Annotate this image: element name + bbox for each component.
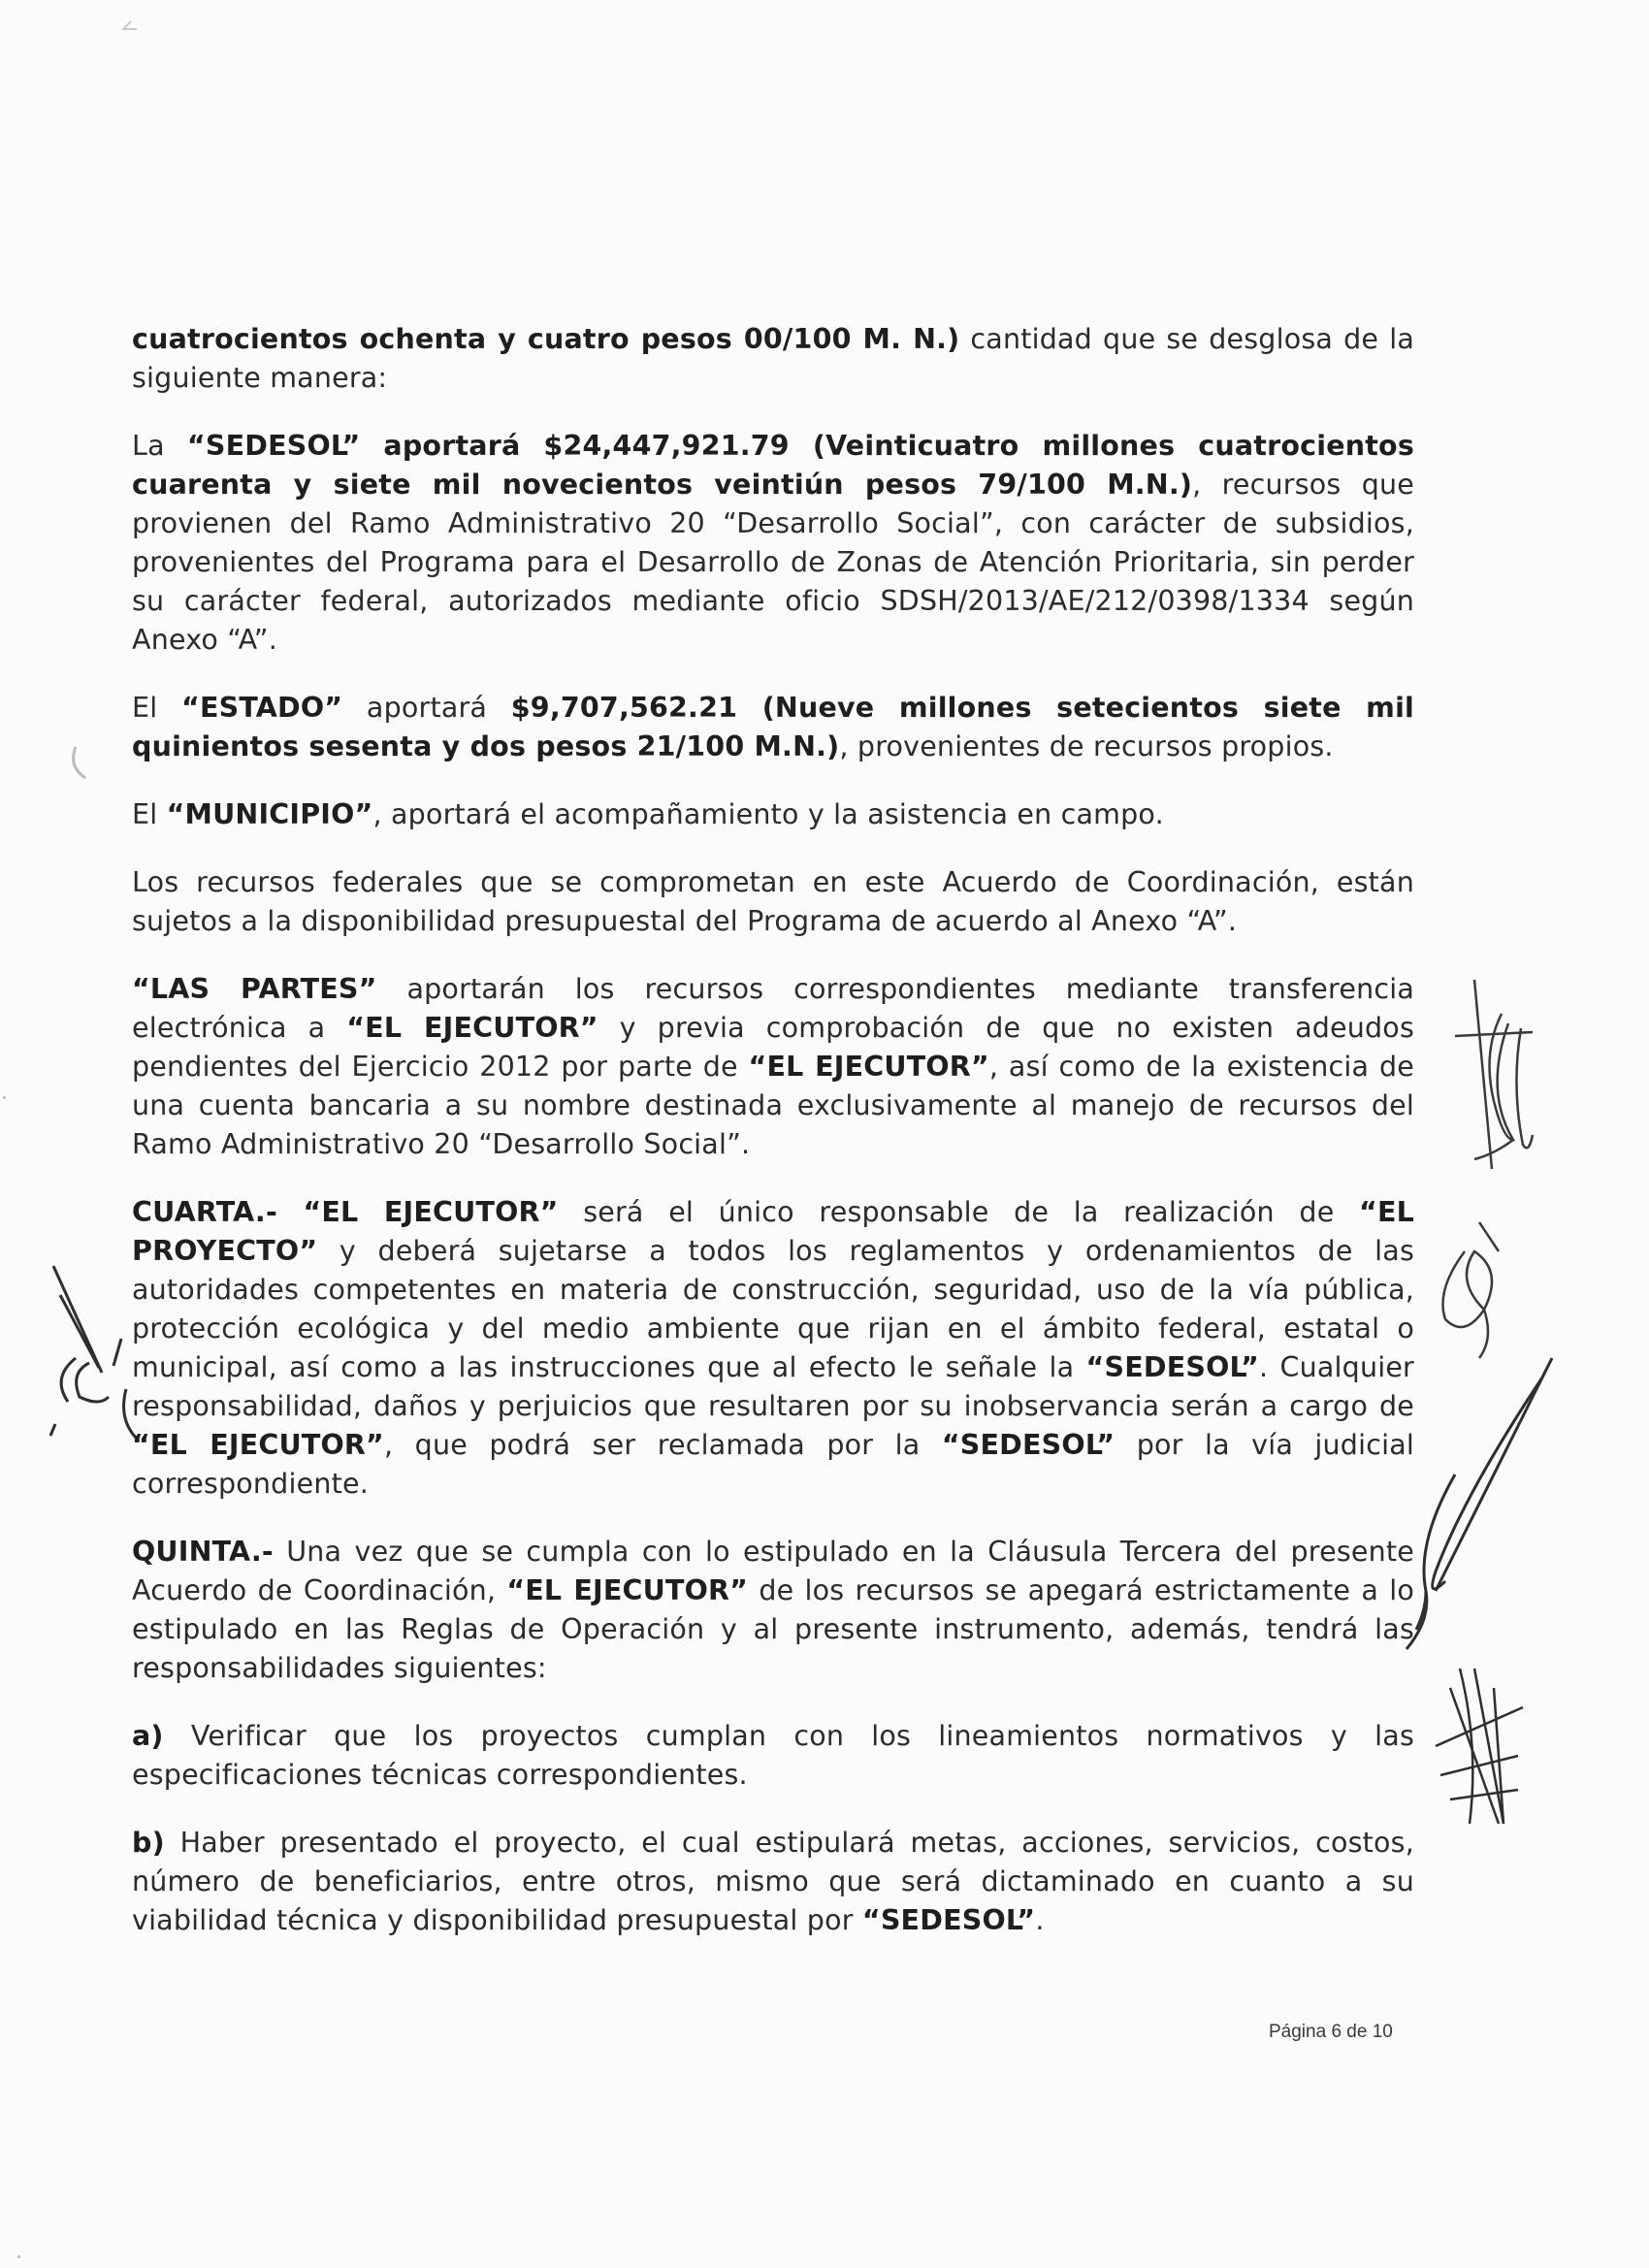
bold-text-segment: CUARTA.- “EL EJECUTOR” — [132, 1196, 559, 1228]
text-segment: , así como de la existencia de una cuenta bancaria a su nombre destinada exclusivamente al manejo de recursos del Ramo Administrativo 20 “Desarrollo Social”. — [132, 1051, 1415, 1160]
paragraph — [132, 427, 1414, 660]
bold-text-segment: “EL EJECUTOR” — [506, 1574, 749, 1606]
signature-2 — [1443, 1222, 1500, 1358]
bold-text-segment: “SEDESOL” — [941, 1429, 1116, 1461]
margin-bracket-mark — [74, 747, 85, 778]
clause-cuarta — [132, 1193, 1414, 1504]
bold-text-segment: “EL EJECUTOR” — [346, 1012, 598, 1044]
signature-4 — [1436, 1669, 1523, 1824]
list-item-b — [132, 1824, 1414, 1940]
bold-text-segment: b) — [132, 1827, 165, 1859]
scan-smudge — [123, 21, 137, 29]
text-segment: El — [132, 692, 182, 724]
document-body — [132, 320, 1414, 1969]
page-number: Página 6 de 10 — [1269, 2022, 1393, 2042]
bold-text-segment: “EL EJECUTOR” — [132, 1429, 384, 1461]
text-segment: por la vía judicial correspondiente. — [132, 1429, 1414, 1500]
text-segment: , provenientes de recursos propios. — [839, 730, 1334, 762]
text-segment: aportará — [342, 692, 511, 724]
paragraph — [132, 689, 1414, 766]
bold-text-segment: “SEDESOL” — [861, 1904, 1036, 1936]
text-segment: El — [132, 798, 167, 830]
initials-left — [50, 1266, 136, 1438]
text-segment: y previa comprobación de que no existen adeudos pendientes del Ejercicio 2012 por parte de — [132, 1012, 1414, 1083]
scan-speck — [17, 2255, 20, 2258]
text-segment: . — [1035, 1904, 1045, 1936]
bold-text-segment: “EL EJECUTOR” — [748, 1051, 989, 1083]
text-segment: cantidad que se desglosa de la siguiente manera: — [132, 323, 1414, 394]
text-segment: La — [132, 430, 187, 462]
bold-text-segment: “EL PROYECTO” — [132, 1196, 1415, 1267]
paragraph — [132, 320, 1414, 398]
text-segment: y deberá sujetarse a todos los reglamentos y ordenamientos de las autoridades competentes en materia de construcción, seguridad, uso de la vía pública, protección ecológica y del medio ambiente que rijan en el ámbito federal, estatal o municipal, así como a las instrucciones que al efecto le señale la — [132, 1235, 1414, 1383]
text-segment: Los recursos federales que se comprometan en este Acuerdo de Coordinación, están sujetos a la disponibilidad presupuestal del Programa de acuerdo al Anexo “A”. — [132, 866, 1414, 937]
text-segment: Verificar que los proyectos cumplan con los lineamientos normativos y las especificaciones técnicas correspondientes. — [132, 1720, 1414, 1791]
bold-text-segment: “MUNICIPIO” — [166, 798, 373, 830]
text-segment: de los recursos se apegará estrictamente a lo estipulado en las Reglas de Operación y al presente instrumento, además, tendrá las responsabilidades siguientes: — [132, 1574, 1415, 1684]
bold-text-segment: $9,707,562.21 (Nueve millones setecientos siete mil quinientos sesenta y dos pesos 21/100 M.N.) — [132, 692, 1415, 762]
text-segment: será el único responsable de la realización de — [558, 1196, 1360, 1228]
text-segment: , recursos que provienen del Ramo Administrativo 20 “Desarrollo Social”, con carácter de subsidios, provenientes del Programa para el Desarrollo de Zonas de Atención Prioritaria, sin perder su carácter federal, autorizados mediante oficio SDSH/2013/AE/212/0398/1334 según Anexo “A”. — [132, 469, 1414, 656]
signature-3 — [1406, 1358, 1552, 1649]
bold-text-segment: QUINTA.- — [132, 1536, 274, 1568]
bold-text-segment: “ESTADO” — [181, 692, 343, 724]
text-segment: Haber presentado el proyecto, el cual estipulará metas, acciones, servicios, costos, número de beneficiarios, entre otros, mismo que será dictaminado en cuanto a su viabilidad técnica y disponibilidad presupuestal por — [132, 1827, 1414, 1936]
text-segment: , aportará el acompañamiento y la asistencia en campo. — [372, 798, 1164, 830]
text-segment: , que podrá ser reclamada por la — [383, 1429, 942, 1461]
list-item-a — [132, 1717, 1414, 1795]
signature-1 — [1455, 980, 1533, 1169]
bold-text-segment: cuatrocientos ochenta y cuatro pesos 00/100 M. N.) — [132, 323, 960, 355]
paragraph — [132, 863, 1414, 941]
clause-quinta — [132, 1533, 1414, 1688]
paragraph — [132, 795, 1414, 834]
bold-text-segment: “LAS PARTES” — [132, 973, 377, 1005]
text-segment: . Cualquier responsabilidad, daños y perjuicios que resultaren por su inobservancia serán a cargo de — [132, 1351, 1414, 1422]
bold-text-segment: “SEDESOL” — [1085, 1351, 1260, 1383]
text-segment: aportarán los recursos correspondientes mediante transferencia electrónica a — [132, 973, 1414, 1044]
bold-text-segment: a) — [132, 1720, 164, 1752]
bold-text-segment: “SEDESOL” aportará $24,447,921.79 (Veinticuatro millones cuatrocientos cuarenta y siete mil novecientos veintiún pesos 79/100 M.N.) — [132, 430, 1414, 501]
paragraph — [132, 970, 1414, 1164]
scan-speck — [3, 1096, 6, 1099]
text-segment: Una vez que se cumpla con lo estipulado en la Cláusula Tercera del presente Acuerdo de Coordinación, — [132, 1536, 1414, 1606]
